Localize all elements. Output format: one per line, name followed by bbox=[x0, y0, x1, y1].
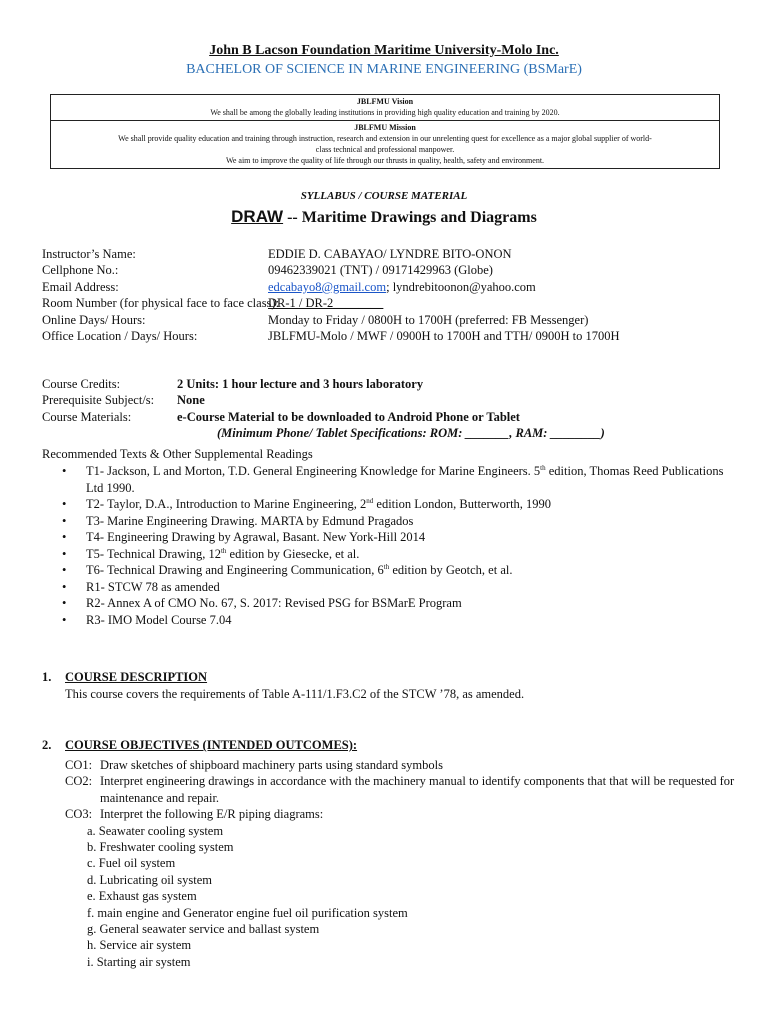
mission-text: We shall provide quality education and training through instruction, research and extension in our unrelenting quest for excellence as a major global supplier of world-class technical and professional manpower. bbox=[118, 134, 652, 154]
credits-label: Course Credits: bbox=[42, 377, 121, 391]
reference-text: R2- Annex A of CMO No. 67, S. 2017: Revised PSG for BSMarE Program bbox=[86, 596, 462, 610]
course-code: DRAW bbox=[231, 207, 284, 226]
course-name: Maritime Drawings and Diagrams bbox=[301, 209, 537, 226]
room-value: DR-1 / DR-2________ bbox=[268, 296, 384, 311]
reference-superscript: nd bbox=[366, 496, 374, 505]
reference-text: T6- Technical Drawing and Engineering Communication, 6 bbox=[86, 563, 384, 577]
reference-item bbox=[62, 562, 732, 579]
email-label: Email Address: bbox=[42, 279, 119, 294]
bullet-icon: • bbox=[62, 579, 67, 594]
co1-text: Draw sketches of shipboard machinery parts using standard symbols bbox=[100, 758, 443, 772]
reference-text: T1- Jackson, L and Morton, T.D. General Engineering Knowledge for Marine Engineers. 5 bbox=[86, 464, 541, 478]
reference-text-cont: edition by Geotch, et al. bbox=[389, 563, 513, 577]
section-1-title: COURSE DESCRIPTION bbox=[65, 670, 208, 684]
bullet-icon: • bbox=[62, 563, 67, 577]
co3-item: d. Lubricating oil system bbox=[87, 872, 212, 887]
credits-value: 2 Units: 1 hour lecture and 3 hours laboratory bbox=[177, 377, 424, 391]
co3-item: g. General seawater service and ballast system bbox=[87, 922, 320, 937]
objective-co1 bbox=[65, 757, 735, 773]
cellphone-value: 09462339021 (TNT) / 09171429963 (Globe) bbox=[268, 263, 493, 278]
vision-text: We shall be among the globally leading institutions in providing high quality education and training by 2020. bbox=[210, 108, 560, 117]
prereq-value: None bbox=[177, 393, 205, 408]
instructor-name-value: EDDIE D. CABAYAO/ LYNDRE BITO-ONON bbox=[268, 247, 512, 261]
office-label: Office Location / Days/ Hours: bbox=[42, 328, 198, 343]
reference-text: R3- IMO Model Course 7.04 bbox=[86, 612, 232, 627]
reference-item bbox=[62, 513, 732, 530]
materials-label: Course Materials: bbox=[42, 409, 132, 424]
reference-item bbox=[62, 595, 732, 612]
reference-text: T5- Technical Drawing, 12 bbox=[86, 546, 221, 561]
section-course-description bbox=[42, 670, 207, 685]
section-2-title: COURSE OBJECTIVES (INTENDED OUTCOMES): bbox=[65, 738, 358, 752]
email-link-1[interactable]: edcabayo8@gmail.com bbox=[268, 279, 387, 294]
co3-label: CO3: bbox=[65, 807, 93, 822]
email-separator: ; bbox=[386, 279, 393, 294]
reference-list bbox=[62, 463, 732, 628]
reference-superscript: th bbox=[540, 463, 546, 472]
reference-text: T3- Marine Engineering Drawing. MARTA by Edmund Pragados bbox=[86, 513, 414, 528]
course-title bbox=[0, 207, 768, 227]
course-separator: -- bbox=[283, 209, 302, 226]
online-value: Monday to Friday / 0800H to 1700H (preferred: FB Messenger) bbox=[268, 312, 589, 327]
bullet-icon: • bbox=[62, 513, 67, 528]
course-credits-block bbox=[42, 376, 742, 442]
reference-text: R1- STCW 78 as amended bbox=[86, 579, 220, 594]
objective-co3 bbox=[65, 806, 735, 822]
reference-superscript: th bbox=[220, 546, 227, 555]
reference-item bbox=[62, 463, 732, 496]
program-name: BACHELOR OF SCIENCE IN MARINE ENGINEERING (BSMarE) bbox=[186, 62, 582, 77]
bullet-icon: • bbox=[62, 464, 67, 478]
mission-text-2: We aim to improve the quality of life through our thrusts in quality, health, safety and environment. bbox=[225, 156, 545, 165]
syllabus-label: SYLLABUS / COURSE MATERIAL bbox=[300, 190, 468, 202]
section-2-number: 2. bbox=[42, 738, 52, 752]
objective-co2 bbox=[65, 773, 735, 806]
co3-item: h. Service air system bbox=[87, 938, 192, 953]
reference-text: T2- Taylor, D.A., Introduction to Marine Engineering, 2 bbox=[86, 497, 367, 511]
vision-mission-box bbox=[50, 94, 720, 169]
university-name: John B Lacson Foundation Maritime University-Molo Inc. bbox=[209, 43, 559, 58]
vision-row bbox=[51, 95, 719, 121]
online-label: Online Days/ Hours: bbox=[42, 312, 146, 327]
reference-item bbox=[62, 612, 732, 629]
reference-text-cont: edition, Thomas Reed Publications Ltd 1990. bbox=[86, 464, 724, 495]
co2-text: Interpret engineering drawings in accordance with the machinery manual to identify components that that will be requested for maintenance and repair. bbox=[100, 774, 735, 805]
vision-title: JBLFMU Vision bbox=[356, 97, 414, 106]
bullet-icon: • bbox=[62, 612, 67, 627]
reference-item bbox=[62, 579, 732, 596]
section-course-objectives bbox=[42, 738, 357, 753]
bullet-icon: • bbox=[62, 546, 67, 561]
reference-text-cont: edition London, Butterworth, 1990 bbox=[373, 497, 552, 511]
co3-item: a. Seawater cooling system bbox=[87, 823, 224, 838]
co2-label: CO2: bbox=[65, 774, 93, 789]
reference-item bbox=[62, 496, 732, 513]
bullet-icon: • bbox=[62, 530, 67, 544]
course-description-text: This course covers the requirements of Table A-111/1.F3.C2 of the STCW ’78, as amended. bbox=[65, 687, 525, 701]
specs-value: (Minimum Phone/ Tablet Specifications: ROM: _______, RAM: ________) bbox=[217, 426, 605, 441]
co1-label: CO1: bbox=[65, 758, 93, 772]
reference-text: T4- Engineering Drawing by Agrawal, Basant. New York-Hill 2014 bbox=[86, 530, 426, 544]
email-value-2: lyndrebitoonon@yahoo.com bbox=[392, 279, 536, 294]
course-objectives-list bbox=[65, 757, 735, 970]
texts-heading: Recommended Texts & Other Supplemental Readings bbox=[42, 447, 313, 461]
cellphone-label: Cellphone No.: bbox=[42, 263, 119, 278]
section-1-number: 1. bbox=[42, 670, 52, 684]
bullet-icon: • bbox=[62, 596, 67, 610]
co3-item: i. Starting air system bbox=[87, 954, 191, 969]
instructor-name-label: Instructor’s Name: bbox=[42, 247, 136, 261]
co3-item: c. Fuel oil system bbox=[87, 856, 176, 871]
co3-item: e. Exhaust gas system bbox=[87, 889, 197, 904]
co3-item-list bbox=[65, 823, 735, 971]
reference-text-cont: edition by Giesecke, et al. bbox=[226, 546, 360, 561]
reference-item bbox=[62, 529, 732, 546]
reference-item bbox=[62, 546, 732, 563]
office-value: JBLFMU-Molo / MWF / 0900H to 1700H and TTH/ 0900H to 1700H bbox=[268, 328, 620, 343]
mission-row bbox=[51, 121, 719, 168]
mission-title: JBLFMU Mission bbox=[354, 123, 416, 132]
co3-item: b. Freshwater cooling system bbox=[87, 840, 234, 855]
reference-superscript: th bbox=[383, 562, 390, 571]
co3-item: f. main engine and Generator engine fuel oil purification system bbox=[87, 905, 408, 920]
bullet-icon: • bbox=[62, 497, 67, 511]
prereq-label: Prerequisite Subject/s: bbox=[42, 393, 155, 408]
co3-text: Interpret the following E/R piping diagrams: bbox=[100, 807, 324, 822]
room-label: Room Number (for physical face to face class): bbox=[42, 296, 280, 311]
materials-value: e-Course Material to be downloaded to Android Phone or Tablet bbox=[177, 409, 520, 424]
instructor-info bbox=[42, 246, 742, 344]
